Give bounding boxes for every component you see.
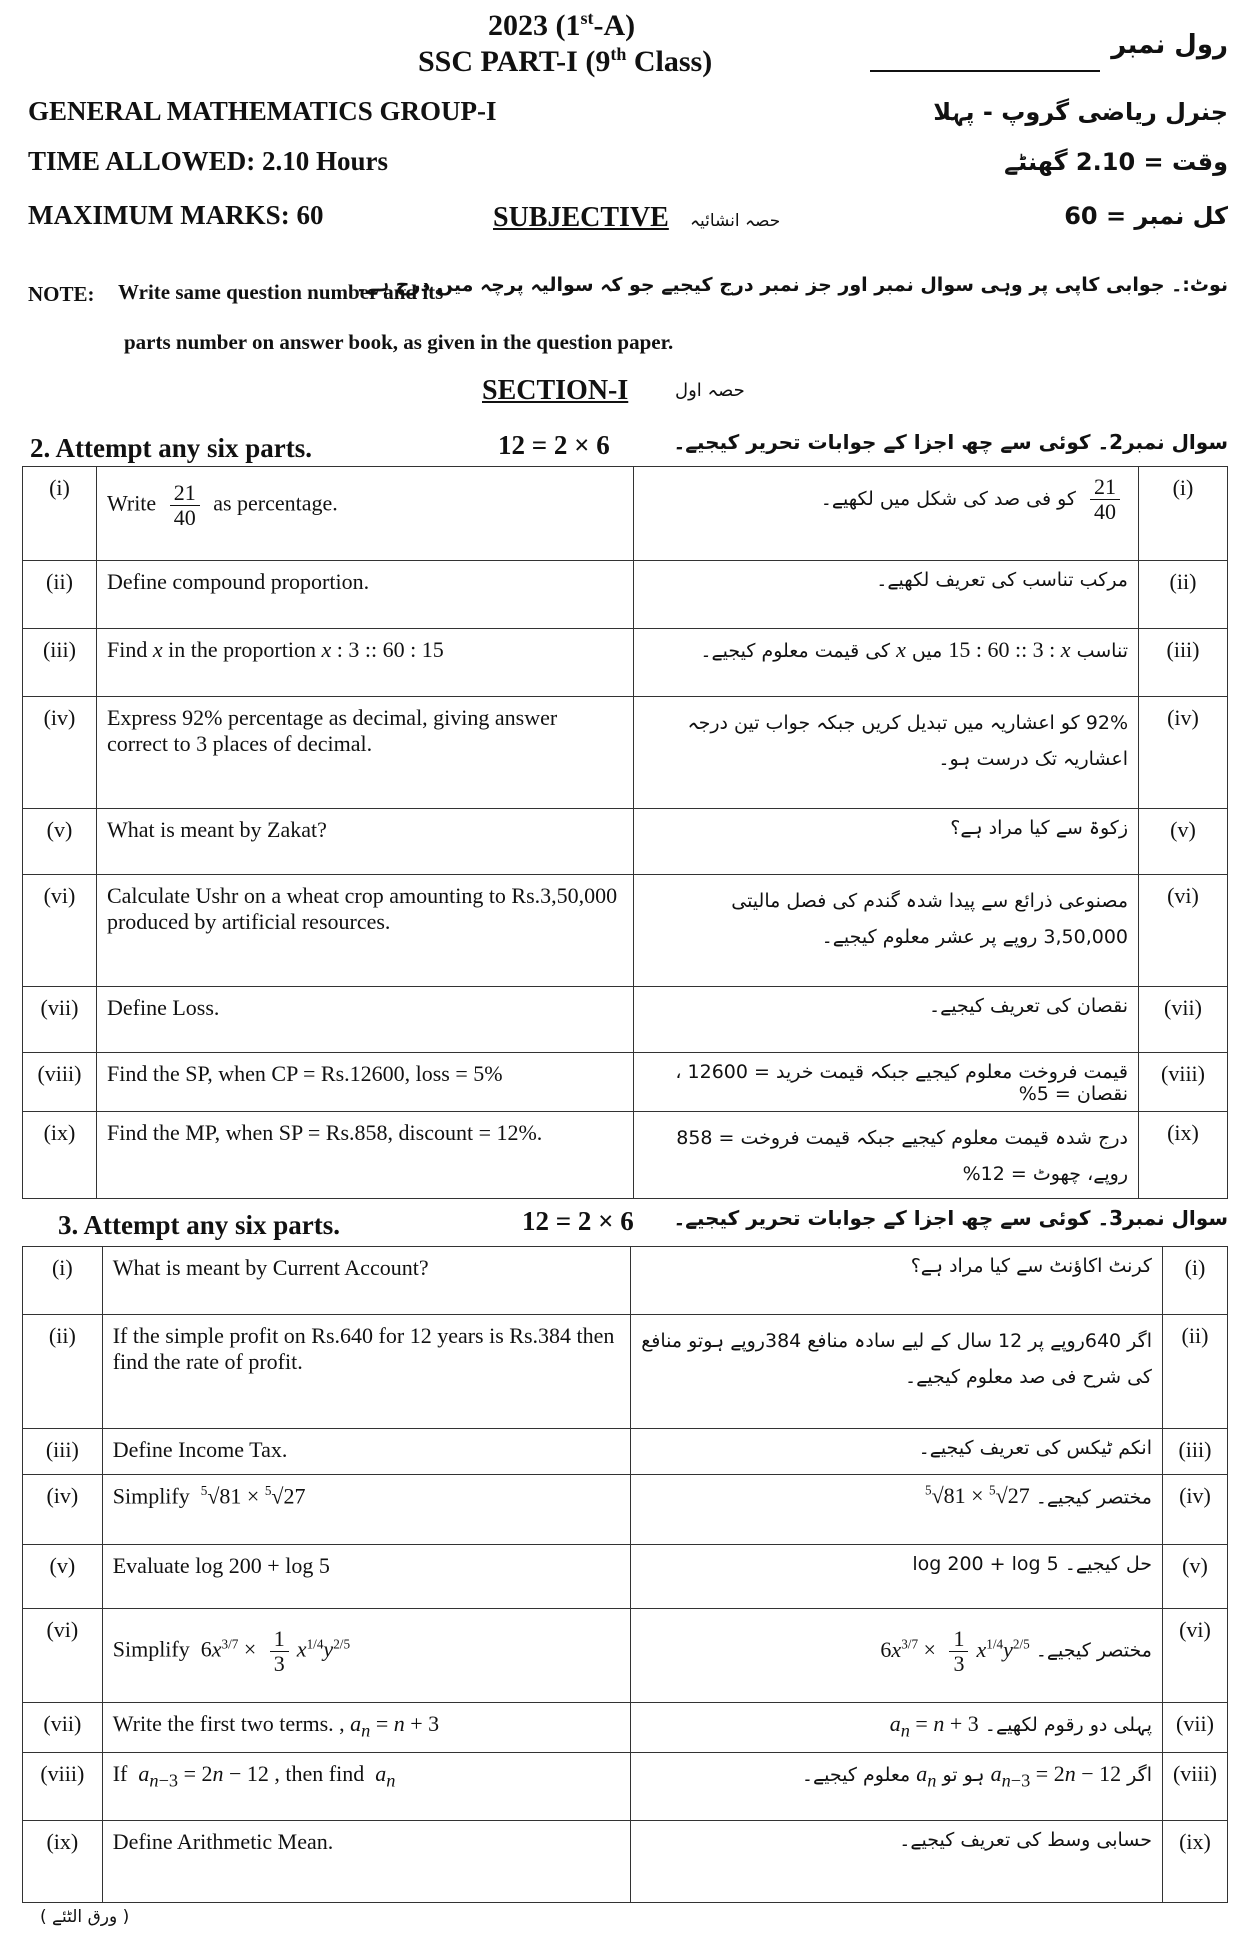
q2-iii-num-r: (iii) — [1139, 629, 1228, 697]
note-text-2: parts number on answer book, as given in the question paper. — [124, 330, 674, 354]
q3-ix-en: Define Arithmetic Mean. — [102, 1821, 630, 1903]
table-row — [23, 561, 1228, 629]
q3-iii-num: (iii) — [23, 1429, 103, 1475]
table-row — [23, 1247, 1228, 1315]
q2-v-num: (v) — [23, 809, 97, 875]
q3-viii-num: (viii) — [23, 1753, 103, 1821]
q2-iii-en: Find x in the proportion x : 3 :: 60 : 15 — [96, 629, 634, 697]
q2-vi-num-r: (vi) — [1139, 875, 1228, 987]
q2-iii-ur: تناسب 15 : 60 :: 3 : x میں x کی قیمت معلوم کیجیے۔ — [634, 629, 1139, 697]
roll-label: رول نمبر — [1111, 30, 1228, 60]
q2-table — [22, 466, 1228, 1199]
table-row — [23, 1821, 1228, 1903]
q2-title: 2. Attempt any six parts. — [30, 433, 312, 463]
table-row — [23, 1053, 1228, 1112]
q2-i-num-r: (i) — [1139, 467, 1228, 561]
section-label: SECTION-I — [482, 375, 629, 406]
q3-vii-num: (vii) — [23, 1703, 103, 1753]
table-row — [23, 1545, 1228, 1609]
q3-vi-num-r: (vi) — [1162, 1609, 1227, 1703]
q2-viii-num: (viii) — [23, 1053, 97, 1112]
q2-vii-ur: نقصان کی تعریف کیجیے۔ — [634, 987, 1139, 1053]
roll-line — [870, 70, 1100, 72]
q2-iv-en: Express 92% percentage as decimal, giving answer correct to 3 places of decimal. — [96, 697, 634, 809]
q3-marks: 12 = 2 × 6 — [522, 1206, 634, 1236]
subjective-ur: حصہ انشائیہ — [690, 211, 781, 231]
table-row — [23, 1315, 1228, 1429]
q3-vi-ur: مختصر کیجیے۔ $6x^{3/7}$ × $\frac{1}{3}$ $x^{1/4}y^{2/5}$ — [630, 1609, 1162, 1703]
q3-ii-num: (ii) — [23, 1315, 103, 1429]
q2-iii-num: (iii) — [23, 629, 97, 697]
q3-v-ur: حل کیجیے۔ log 200 + log 5 — [630, 1545, 1162, 1609]
q2-ix-ur: درج شدہ قیمت معلوم کیجیے جبکہ قیمت فروخت = 858 روپے، چھوٹ = 12% — [634, 1112, 1139, 1199]
q2-iv-num: (iv) — [23, 697, 97, 809]
q2-marks: 12 = 2 × 6 — [498, 430, 610, 460]
q2-vi-ur: مصنوعی ذرائع سے پیدا شدہ گندم کی فصل مالیتی 3,50,000 روپے پر عشر معلوم کیجیے۔ — [634, 875, 1139, 987]
q2-vii-num: (vii) — [23, 987, 97, 1053]
q3-vi-en: Simplify $6x^{3/7}$ × $\frac{1}{3}$ $x^{1/4}y^{2/5}$ — [102, 1609, 630, 1703]
subject: GENERAL MATHEMATICS GROUP-I — [28, 96, 497, 126]
q2-viii-num-r: (viii) — [1139, 1053, 1228, 1112]
q2-v-ur: زکوۃ سے کیا مراد ہے؟ — [634, 809, 1139, 875]
q2-ix-en: Find the MP, when SP = Rs.858, discount = 12%. — [96, 1112, 634, 1199]
q2-vii-en: Define Loss. — [96, 987, 634, 1053]
table-row — [23, 1753, 1228, 1821]
table-row — [23, 875, 1228, 987]
q3-vii-num-r: (vii) — [1162, 1703, 1227, 1753]
q2-i-num: (i) — [23, 467, 97, 561]
q3-v-num: (v) — [23, 1545, 103, 1609]
table-row — [23, 809, 1228, 875]
turn-over-note: ( ورق الٹئے ) — [40, 1907, 130, 1927]
q2-ix-num: (ix) — [23, 1112, 97, 1199]
table-row — [23, 1703, 1228, 1753]
table-row — [23, 1112, 1228, 1199]
q3-table — [22, 1246, 1228, 1903]
q3-ii-ur: اگر 640روپے پر 12 سال کے لیے سادہ منافع 384روپے ہوتو منافع کی شرح فی صد معلوم کیجیے۔ — [630, 1315, 1162, 1429]
q3-iv-en: Simplify $^5$√81 × $^5$√27 — [102, 1475, 630, 1545]
q3-viii-num-r: (viii) — [1162, 1753, 1227, 1821]
q2-i-ur: $\frac{21}{40}$ کو فی صد کی شکل میں لکھیے۔ — [634, 467, 1139, 561]
table-row — [23, 1475, 1228, 1545]
q2-ii-en: Define compound proportion. — [96, 561, 634, 629]
q3-iii-num-r: (iii) — [1162, 1429, 1227, 1475]
q2-vii-num-r: (vii) — [1139, 987, 1228, 1053]
q3-i-ur: کرنٹ اکاؤنٹ سے کیا مراد ہے؟ — [630, 1247, 1162, 1315]
q3-vi-num: (vi) — [23, 1609, 103, 1703]
max-marks: MAXIMUM MARKS: 60 — [28, 200, 324, 230]
q2-v-num-r: (v) — [1139, 809, 1228, 875]
q3-i-num: (i) — [23, 1247, 103, 1315]
q2-viii-en: Find the SP, when CP = Rs.12600, loss = 5% — [96, 1053, 634, 1112]
q3-vii-ur: پہلی دو رقوم لکھیے۔ $a_n = n + 3$ — [630, 1703, 1162, 1753]
q2-ix-num-r: (ix) — [1139, 1112, 1228, 1199]
q3-viii-ur: اگر $a_{n-3} = 2n - 12$ ہو تو $a_n$ معلوم کیجیے۔ — [630, 1753, 1162, 1821]
q3-iii-ur: انکم ٹیکس کی تعریف کیجیے۔ — [630, 1429, 1162, 1475]
q3-v-num-r: (v) — [1162, 1545, 1227, 1609]
table-row — [23, 987, 1228, 1053]
time-ur: وقت = 2.10 گھنٹے — [1004, 148, 1228, 176]
q3-ii-en: If the simple profit on Rs.640 for 12 years is Rs.384 then find the rate of profit. — [102, 1315, 630, 1429]
subjective-label: SUBJECTIVE — [493, 202, 669, 233]
q3-vii-en: Write the first two terms. , $a_n = n + 3$ — [102, 1703, 630, 1753]
q2-ii-ur: مرکب تناسب کی تعریف لکھیے۔ — [634, 561, 1139, 629]
q2-ii-num: (ii) — [23, 561, 97, 629]
year-line: 2023 (1st-A) — [488, 8, 636, 42]
q2-viii-ur: قیمت فروخت معلوم کیجیے جبکہ قیمت خرید = 12600 ، نقصان = 5% — [634, 1053, 1139, 1112]
q3-iii-en: Define Income Tax. — [102, 1429, 630, 1475]
q3-i-en: What is meant by Current Account? — [102, 1247, 630, 1315]
note-ur: نوٹ:۔ جوابی کاپی پر وہی سوال نمبر اور جز نمبر درج کیجیے جو کہ سوالیہ پرچہ میں درج ہے۔ — [355, 274, 1228, 296]
q3-viii-en: If $a_{n-3} = 2n - 12$ , then find $a_n$ — [102, 1753, 630, 1821]
class-line: SSC PART-I (9th Class) — [418, 44, 713, 78]
q3-ii-num-r: (ii) — [1162, 1315, 1227, 1429]
table-row — [23, 1429, 1228, 1475]
marks-ur: کل نمبر = 60 — [1064, 202, 1228, 230]
q2-i-en: Write $\frac{21}{40}$ as percentage. — [96, 467, 634, 561]
table-row — [23, 697, 1228, 809]
table-row — [23, 1609, 1228, 1703]
subject-ur: جنرل ریاضی گروپ - پہلا — [933, 98, 1228, 126]
section-ur: حصہ اول — [675, 380, 745, 401]
q3-i-num-r: (i) — [1162, 1247, 1227, 1315]
table-row — [23, 629, 1228, 697]
q2-vi-num: (vi) — [23, 875, 97, 987]
q3-ix-ur: حسابی وسط کی تعریف کیجیے۔ — [630, 1821, 1162, 1903]
q2-title-ur: سوال نمبر2۔ کوئی سے چھ اجزا کے جوابات تحریر کیجیے۔ — [673, 430, 1228, 454]
q3-v-en: Evaluate log 200 + log 5 — [102, 1545, 630, 1609]
q3-ix-num: (ix) — [23, 1821, 103, 1903]
time-allowed: TIME ALLOWED: 2.10 Hours — [28, 146, 389, 176]
q3-iv-ur: مختصر کیجیے۔ $^5$√81 × $^5$√27 — [630, 1475, 1162, 1545]
note-label: NOTE: — [28, 282, 95, 306]
table-row — [23, 467, 1228, 561]
q2-iv-num-r: (iv) — [1139, 697, 1228, 809]
q3-title-ur: سوال نمبر3۔ کوئی سے چھ اجزا کے جوابات تحریر کیجیے۔ — [673, 1206, 1228, 1230]
q2-vi-en: Calculate Ushr on a wheat crop amounting to Rs.3,50,000 produced by artificial resources. — [96, 875, 634, 987]
q3-ix-num-r: (ix) — [1162, 1821, 1227, 1903]
q2-iv-ur: 92% کو اعشاریہ میں تبدیل کریں جبکہ جواب تین درجہ اعشاریہ تک درست ہو۔ — [634, 697, 1139, 809]
q2-ii-num-r: (ii) — [1139, 561, 1228, 629]
note-text-1: Write same question number and its — [118, 280, 444, 304]
q3-iv-num: (iv) — [23, 1475, 103, 1545]
q3-iv-num-r: (iv) — [1162, 1475, 1227, 1545]
q2-v-en: What is meant by Zakat? — [96, 809, 634, 875]
q3-title: 3. Attempt any six parts. — [58, 1210, 340, 1240]
